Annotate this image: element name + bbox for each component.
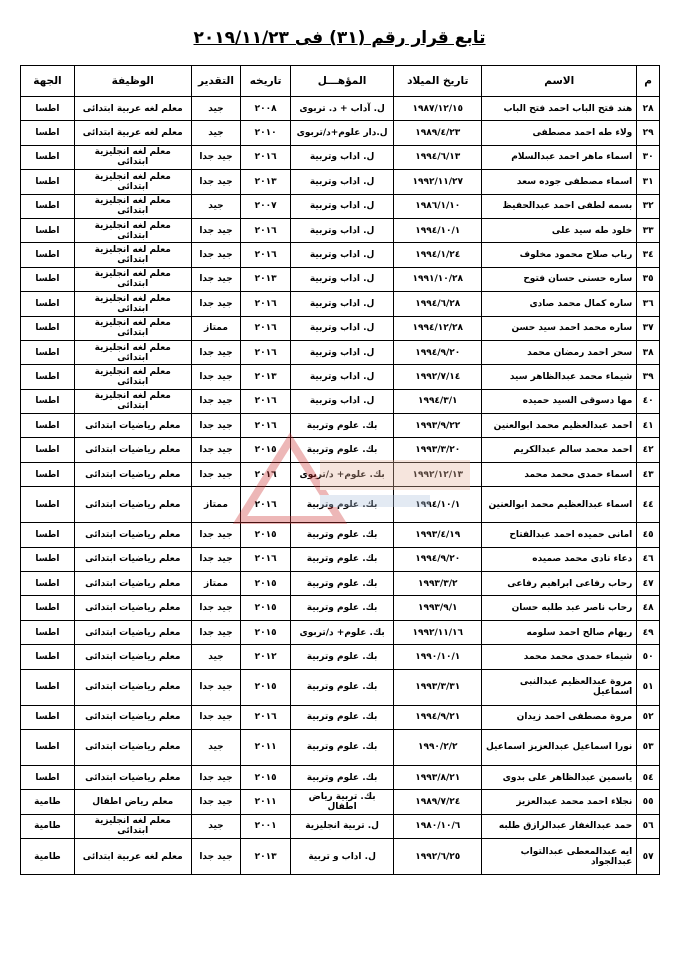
table-row [21, 389, 660, 413]
cell-name: شيماء حمدى محمد محمد [482, 645, 637, 669]
cell-qualification: بك. علوم وتربية [290, 438, 393, 462]
cell-job: معلم رياضيات ابتدائى [74, 462, 191, 486]
cell-name: دعاء نادى محمد صميده [482, 547, 637, 571]
table-row [21, 839, 660, 875]
cell-name: رباب صلاح محمود مخلوف [482, 243, 637, 267]
table-row [21, 340, 660, 364]
cell-num: ٣٢ [637, 194, 660, 218]
cell-year: ٢٠١٦ [241, 145, 291, 169]
cell-year: ٢٠١٥ [241, 596, 291, 620]
cell-year: ٢٠١٠ [241, 121, 291, 145]
cell-year: ٢٠١١ [241, 729, 291, 765]
cell-job: معلم لغه انجليزية ابتدائى [74, 194, 191, 218]
cell-name: نورا اسماعيل عبدالعزيز اسماعيل [482, 729, 637, 765]
cell-year: ٢٠١٦ [241, 292, 291, 316]
cell-grade: ممتاز [191, 487, 241, 523]
cell-year: ٢٠١٦ [241, 462, 291, 486]
table-row [21, 97, 660, 121]
cell-num: ٤٨ [637, 596, 660, 620]
cell-job: معلم لغه انجليزية ابتدائى [74, 340, 191, 364]
cell-dob: ١٩٩٣/٤/١٩ [394, 523, 482, 547]
table-row [21, 267, 660, 291]
cell-dob: ١٩٩٢/٦/٢٥ [394, 839, 482, 875]
header-grade: التقدير [191, 66, 241, 97]
cell-name: احمد محمد سالم عبدالكريم [482, 438, 637, 462]
cell-name: مروة مصطفى احمد زيدان [482, 705, 637, 729]
cell-grade: جيد [191, 121, 241, 145]
cell-dob: ١٩٩٤/١٢/٢٨ [394, 316, 482, 340]
cell-dept: اطسا [21, 365, 75, 389]
cell-num: ٤٦ [637, 547, 660, 571]
cell-dept: اطسا [21, 414, 75, 438]
cell-dept: اطسا [21, 170, 75, 194]
cell-year: ٢٠١٣ [241, 365, 291, 389]
header-dept: الجهة [21, 66, 75, 97]
cell-grade: جيد جدا [191, 669, 241, 705]
cell-dept: طامية [21, 814, 75, 838]
table-row [21, 790, 660, 814]
cell-job: معلم رياضيات ابتدائى [74, 547, 191, 571]
table-row [21, 194, 660, 218]
cell-grade: جيد جدا [191, 547, 241, 571]
cell-dept: اطسا [21, 547, 75, 571]
cell-num: ٤٧ [637, 572, 660, 596]
cell-grade: جيد جدا [191, 462, 241, 486]
cell-num: ٥٥ [637, 790, 660, 814]
cell-dept: اطسا [21, 620, 75, 644]
cell-job: معلم رياضيات ابتدائى [74, 620, 191, 644]
cell-dept: اطسا [21, 705, 75, 729]
cell-num: ٤٩ [637, 620, 660, 644]
cell-dept: اطسا [21, 145, 75, 169]
cell-qualification: بك. علوم وتربية [290, 487, 393, 523]
cell-dob: ١٩٩٣/٣/٣١ [394, 669, 482, 705]
cell-name: ساره محمد احمد سيد حسن [482, 316, 637, 340]
header-num: م [637, 66, 660, 97]
cell-year: ٢٠١٦ [241, 316, 291, 340]
cell-dob: ١٩٩٤/٣/١ [394, 389, 482, 413]
cell-dept: اطسا [21, 729, 75, 765]
cell-dob: ١٩٩٠/١٠/١ [394, 645, 482, 669]
cell-qualification: ل. اداب وتربية [290, 243, 393, 267]
cell-dept: طامية [21, 790, 75, 814]
table-row [21, 645, 660, 669]
cell-qualification: ل. اداب وتربية [290, 145, 393, 169]
cell-qualification: ل. اداب وتربية [290, 340, 393, 364]
table-row [21, 596, 660, 620]
cell-job: معلم رياضيات ابتدائى [74, 438, 191, 462]
cell-year: ٢٠١٦ [241, 547, 291, 571]
cell-year: ٢٠١٦ [241, 487, 291, 523]
cell-name: ولاء طه احمد مصطفى [482, 121, 637, 145]
cell-num: ٣٣ [637, 218, 660, 242]
cell-grade: جيد جدا [191, 414, 241, 438]
cell-dob: ١٩٨٠/١٠/٦ [394, 814, 482, 838]
cell-dept: اطسا [21, 389, 75, 413]
table-row [21, 705, 660, 729]
cell-num: ٣٧ [637, 316, 660, 340]
cell-job: معلم رياضيات ابتدائى [74, 765, 191, 789]
cell-qualification: بك. علوم وتربية [290, 705, 393, 729]
cell-job: معلم رياضيات ابتدائى [74, 572, 191, 596]
page-title: تابع قرار رقم (٣١) فى ٢٠١٩/١١/٢٣ [193, 28, 486, 48]
cell-dept: اطسا [21, 765, 75, 789]
cell-grade: جيد جدا [191, 340, 241, 364]
cell-year: ٢٠١٦ [241, 243, 291, 267]
cell-job: معلم رياضيات ابتدائى [74, 523, 191, 547]
cell-dept: اطسا [21, 669, 75, 705]
cell-name: ياسمين عبدالظاهر على بدوى [482, 765, 637, 789]
cell-num: ٤٢ [637, 438, 660, 462]
cell-dob: ١٩٩٣/٣/٢ [394, 572, 482, 596]
header-dob: تاريخ الميلاد [394, 66, 482, 97]
table-body [21, 97, 660, 875]
cell-qualification: بك. علوم+ د/تربوى [290, 620, 393, 644]
cell-qualification: ل. اداب وتربية [290, 170, 393, 194]
cell-num: ٣٤ [637, 243, 660, 267]
cell-year: ٢٠١٦ [241, 340, 291, 364]
cell-grade: جيد جدا [191, 705, 241, 729]
cell-qualification: ل.دار علوم+د/تربوى [290, 121, 393, 145]
table-row [21, 620, 660, 644]
cell-job: معلم رياضيات ابتدائى [74, 487, 191, 523]
cell-num: ٥٦ [637, 814, 660, 838]
cell-dob: ١٩٩٢/١١/١٦ [394, 620, 482, 644]
cell-grade: جيد جدا [191, 267, 241, 291]
cell-grade: ممتاز [191, 316, 241, 340]
cell-job: معلم لغه انجليزية ابتدائى [74, 292, 191, 316]
cell-year: ٢٠١٣ [241, 170, 291, 194]
cell-num: ٣٨ [637, 340, 660, 364]
cell-num: ٤٣ [637, 462, 660, 486]
table-row [21, 438, 660, 462]
cell-name: سحر احمد رمضان محمد [482, 340, 637, 364]
cell-qualification: ل. آداب + د. تربوى [290, 97, 393, 121]
table-row [21, 462, 660, 486]
cell-dept: اطسا [21, 572, 75, 596]
cell-num: ٤٤ [637, 487, 660, 523]
cell-dept: اطسا [21, 645, 75, 669]
table-header-row [21, 66, 660, 97]
cell-dept: اطسا [21, 316, 75, 340]
cell-dob: ١٩٩٠/٢/٢ [394, 729, 482, 765]
cell-qualification: ل. اداب وتربية [290, 292, 393, 316]
header-year: تاريخه [241, 66, 291, 97]
cell-job: معلم رياضيات ابتدائى [74, 645, 191, 669]
cell-dept: اطسا [21, 462, 75, 486]
cell-num: ٥٠ [637, 645, 660, 669]
header-name: الاسم [482, 66, 637, 97]
cell-num: ٢٨ [637, 97, 660, 121]
cell-qualification: بك. علوم وتربية [290, 547, 393, 571]
table-row [21, 765, 660, 789]
cell-grade: جيد جدا [191, 365, 241, 389]
cell-job: معلم لغه انجليزية ابتدائى [74, 316, 191, 340]
cell-dept: اطسا [21, 438, 75, 462]
cell-dept: اطسا [21, 596, 75, 620]
cell-dob: ١٩٨٩/٤/٢٣ [394, 121, 482, 145]
cell-job: معلم لغه انجليزية ابتدائى [74, 218, 191, 242]
cell-year: ٢٠٠٧ [241, 194, 291, 218]
cell-year: ٢٠٠٨ [241, 97, 291, 121]
cell-dept: اطسا [21, 218, 75, 242]
cell-job: معلم رياضيات ابتدائى [74, 729, 191, 765]
cell-qualification: ل. اداب وتربية [290, 389, 393, 413]
cell-grade: جيد [191, 97, 241, 121]
table-row [21, 365, 660, 389]
cell-grade: جيد جدا [191, 243, 241, 267]
cell-dob: ١٩٨٦/١/١٠ [394, 194, 482, 218]
cell-qualification: ل. اداب وتربية [290, 316, 393, 340]
table-row [21, 121, 660, 145]
cell-dob: ١٩٩٤/٩/٢٠ [394, 547, 482, 571]
cell-job: معلم رياضيات ابتدائى [74, 669, 191, 705]
table-row [21, 145, 660, 169]
cell-dob: ١٩٩٤/٦/١٣ [394, 145, 482, 169]
cell-job: معلم رياضيات ابتدائى [74, 414, 191, 438]
table-row [21, 243, 660, 267]
cell-dept: اطسا [21, 97, 75, 121]
cell-grade: جيد جدا [191, 765, 241, 789]
cell-job: معلم لغه عربية ابتدائى [74, 121, 191, 145]
cell-job: معلم لغه عربية ابتدائى [74, 97, 191, 121]
cell-year: ٢٠١٥ [241, 438, 291, 462]
cell-grade: جيد جدا [191, 438, 241, 462]
cell-job: معلم رياض اطفال [74, 790, 191, 814]
cell-dob: ١٩٩٤/١/٢٤ [394, 243, 482, 267]
cell-num: ٥٣ [637, 729, 660, 765]
cell-year: ٢٠١٥ [241, 765, 291, 789]
cell-dept: اطسا [21, 487, 75, 523]
cell-num: ٣٩ [637, 365, 660, 389]
cell-job: معلم لغه انجليزية ابتدائى [74, 243, 191, 267]
table-row [21, 170, 660, 194]
cell-dob: ١٩٩٤/٩/٢٠ [394, 340, 482, 364]
cell-qualification: ل. تربية انجليزية [290, 814, 393, 838]
cell-name: ريهام صالح احمد سلومه [482, 620, 637, 644]
cell-job: معلم لغه انجليزية ابتدائى [74, 389, 191, 413]
cell-dob: ١٩٩٣/٩/٢٢ [394, 414, 482, 438]
cell-grade: جيد جدا [191, 389, 241, 413]
cell-grade: جيد جدا [191, 839, 241, 875]
cell-num: ٣٠ [637, 145, 660, 169]
cell-name: رحاب ناصر عبد طلبه حسان [482, 596, 637, 620]
cell-qualification: ل. اداب وتربية [290, 194, 393, 218]
cell-grade: جيد جدا [191, 790, 241, 814]
cell-grade: جيد جدا [191, 620, 241, 644]
cell-job: معلم رياضيات ابتدائى [74, 596, 191, 620]
cell-qualification: ل. اداب وتربية [290, 365, 393, 389]
cell-dob: ١٩٨٩/٧/٢٤ [394, 790, 482, 814]
cell-name: هند فتح الباب احمد فتح الباب [482, 97, 637, 121]
cell-grade: جيد جدا [191, 292, 241, 316]
cell-dept: اطسا [21, 121, 75, 145]
table-row [21, 547, 660, 571]
cell-num: ٥٧ [637, 839, 660, 875]
cell-dob: ١٩٩٢/٧/١٤ [394, 365, 482, 389]
cell-qualification: بك. علوم وتربية [290, 729, 393, 765]
cell-name: اسماء عبدالعظيم محمد ابوالعنين [482, 487, 637, 523]
cell-year: ٢٠١٢ [241, 645, 291, 669]
cell-year: ٢٠١٥ [241, 669, 291, 705]
cell-qualification: بك. علوم وتربية [290, 765, 393, 789]
table-row [21, 729, 660, 765]
cell-job: معلم لغه انجليزية ابتدائى [74, 267, 191, 291]
cell-qualification: بك. علوم+ د/تربوى [290, 462, 393, 486]
table-row [21, 487, 660, 523]
cell-qualification: بك. علوم وتربية [290, 669, 393, 705]
cell-dept: اطسا [21, 523, 75, 547]
cell-name: ايه عبدالمعطى عبدالتواب عبدالجواد [482, 839, 637, 875]
cell-year: ٢٠١٥ [241, 620, 291, 644]
cell-dept: اطسا [21, 267, 75, 291]
cell-dept: اطسا [21, 194, 75, 218]
cell-year: ٢٠١٦ [241, 218, 291, 242]
cell-num: ٤٠ [637, 389, 660, 413]
cell-year: ٢٠٠١ [241, 814, 291, 838]
cell-name: ساره كمال محمد صادى [482, 292, 637, 316]
cell-name: امانى حميده احمد عبدالفتاح [482, 523, 637, 547]
cell-job: معلم لغه انجليزية ابتدائى [74, 814, 191, 838]
cell-dob: ١٩٩٤/١٠/١ [394, 218, 482, 242]
cell-grade: جيد [191, 194, 241, 218]
cell-year: ٢٠١١ [241, 790, 291, 814]
cell-dob: ١٩٩٤/١٠/١ [394, 487, 482, 523]
table-row [21, 316, 660, 340]
cell-dob: ١٩٩٣/٩/١ [394, 596, 482, 620]
cell-num: ٥٤ [637, 765, 660, 789]
cell-num: ٤١ [637, 414, 660, 438]
table-row [21, 218, 660, 242]
cell-name: نجلاء احمد محمد عبدالعزيز [482, 790, 637, 814]
cell-qualification: ل. اداب و تربية [290, 839, 393, 875]
cell-grade: جيد جدا [191, 170, 241, 194]
cell-num: ٥٢ [637, 705, 660, 729]
cell-grade: جيد جدا [191, 218, 241, 242]
cell-qualification: بك. تربية رياض اطفال [290, 790, 393, 814]
cell-grade: ممتاز [191, 572, 241, 596]
table-row [21, 523, 660, 547]
cell-year: ٢٠١٥ [241, 572, 291, 596]
cell-year: ٢٠١٦ [241, 705, 291, 729]
cell-grade: جيد [191, 729, 241, 765]
cell-qualification: بك. علوم وتربية [290, 572, 393, 596]
cell-year: ٢٠١٣ [241, 267, 291, 291]
cell-name: اسماء حمدى محمد محمد [482, 462, 637, 486]
cell-year: ٢٠١٥ [241, 523, 291, 547]
cell-name: ساره حسنى حسان فتوح [482, 267, 637, 291]
cell-grade: جيد جدا [191, 596, 241, 620]
cell-dob: ١٩٨٧/١٢/١٥ [394, 97, 482, 121]
table-row [21, 814, 660, 838]
table-row [21, 572, 660, 596]
cell-job: معلم لغه انجليزية ابتدائى [74, 365, 191, 389]
cell-num: ٣١ [637, 170, 660, 194]
cell-grade: جيد جدا [191, 523, 241, 547]
cell-dob: ١٩٩٢/١٢/١٣ [394, 462, 482, 486]
decision-table [20, 65, 660, 875]
cell-name: بسمه لطفى احمد عبدالحفيظ [482, 194, 637, 218]
cell-dept: طامية [21, 839, 75, 875]
cell-name: شيماء محمد عبدالظاهر سيد [482, 365, 637, 389]
cell-name: حمد عبدالغفار عبدالرازق طلبه [482, 814, 637, 838]
cell-job: معلم لغه عربية ابتدائى [74, 839, 191, 875]
cell-qualification: ل. اداب وتربية [290, 267, 393, 291]
cell-num: ٣٦ [637, 292, 660, 316]
cell-year: ٢٠١٣ [241, 839, 291, 875]
cell-num: ٣٥ [637, 267, 660, 291]
cell-qualification: بك. علوم وتربية [290, 645, 393, 669]
table-row [21, 414, 660, 438]
cell-qualification: بك. علوم وتربية [290, 523, 393, 547]
cell-qualification: ل. اداب وتربية [290, 218, 393, 242]
cell-qualification: بك. علوم وتربية [290, 414, 393, 438]
cell-dob: ١٩٩٣/٣/٢٠ [394, 438, 482, 462]
header-qualification: المؤهـــل [290, 66, 393, 97]
cell-grade: جيد [191, 814, 241, 838]
table-row [21, 669, 660, 705]
cell-job: معلم لغه انجليزية ابتدائى [74, 170, 191, 194]
cell-qualification: بك. علوم وتربية [290, 596, 393, 620]
cell-job: معلم لغه انجليزية ابتدائى [74, 145, 191, 169]
cell-grade: جيد [191, 645, 241, 669]
cell-name: احمد عبدالعظيم محمد ابوالعنين [482, 414, 637, 438]
cell-num: ٥١ [637, 669, 660, 705]
cell-name: مها دسوقى السيد حميده [482, 389, 637, 413]
cell-name: رحاب رفاعى ابراهيم رفاعى [482, 572, 637, 596]
cell-name: خلود طه سيد على [482, 218, 637, 242]
table-row [21, 292, 660, 316]
cell-dob: ١٩٩٤/٦/٢٨ [394, 292, 482, 316]
cell-dob: ١٩٩١/١٠/٢٨ [394, 267, 482, 291]
cell-dept: اطسا [21, 292, 75, 316]
cell-dept: اطسا [21, 340, 75, 364]
cell-year: ٢٠١٦ [241, 389, 291, 413]
cell-name: اسماء مصطفى جوده سعد [482, 170, 637, 194]
cell-num: ٢٩ [637, 121, 660, 145]
cell-job: معلم رياضيات ابتدائى [74, 705, 191, 729]
cell-name: اسماء ماهر احمد عبدالسلام [482, 145, 637, 169]
cell-num: ٤٥ [637, 523, 660, 547]
cell-dept: اطسا [21, 243, 75, 267]
cell-grade: جيد جدا [191, 145, 241, 169]
cell-year: ٢٠١٦ [241, 414, 291, 438]
header-job: الوظيفة [74, 66, 191, 97]
cell-dob: ١٩٩٢/١١/٢٧ [394, 170, 482, 194]
cell-dob: ١٩٩٤/٩/٢١ [394, 705, 482, 729]
cell-dob: ١٩٩٣/٨/٢١ [394, 765, 482, 789]
cell-name: مروة عبدالعظيم عبدالنبى اسماعيل [482, 669, 637, 705]
